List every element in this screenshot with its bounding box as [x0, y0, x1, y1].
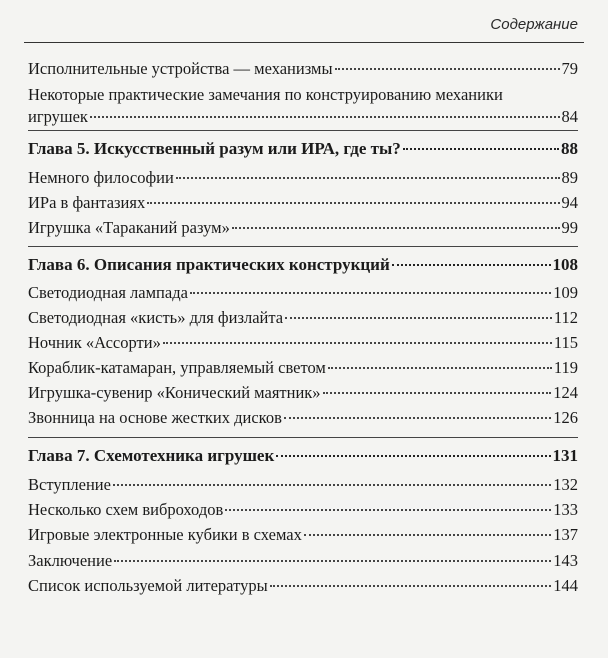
- toc-entry: [28, 282, 578, 304]
- dot-leader: [328, 367, 552, 369]
- dot-leader: [323, 392, 552, 394]
- toc-chapter: [28, 445, 578, 467]
- toc-chapter-page: 131: [552, 446, 578, 465]
- toc-entry-page: 132: [553, 475, 578, 494]
- dot-leader: [304, 534, 551, 536]
- toc-entry: [28, 167, 578, 189]
- dot-leader: [403, 148, 559, 150]
- toc-chapter-page: 108: [552, 255, 578, 274]
- toc-entry: [28, 499, 578, 521]
- dot-leader: [285, 317, 552, 319]
- toc-entry-page: 84: [561, 107, 578, 126]
- toc-entry-page: 119: [553, 358, 578, 377]
- toc-entry-page: 143: [553, 551, 578, 570]
- toc-entry: [28, 382, 578, 404]
- toc-entry-title: Светодиодная «кисть» для физлайта: [28, 308, 284, 327]
- dot-leader: [270, 585, 552, 587]
- dot-leader: [284, 417, 551, 419]
- dot-leader: [335, 68, 560, 70]
- toc-chapter: [28, 254, 578, 276]
- dot-leader: [163, 342, 552, 344]
- toc-chapter: [28, 138, 578, 160]
- toc-entry: [28, 58, 578, 80]
- toc-entry-title: Список используемой литературы: [28, 576, 268, 595]
- dot-leader: [176, 177, 560, 179]
- section-rule: [28, 437, 578, 438]
- toc-entry: [28, 575, 578, 597]
- toc-entry-page: 144: [553, 576, 578, 595]
- toc-entry-title: Исполнительные устройства — механизмы: [28, 59, 333, 78]
- toc-entry-title: Светодиодная лампада: [28, 283, 188, 302]
- toc-entry: [28, 357, 578, 379]
- toc-entry-page: 94: [561, 193, 578, 212]
- toc-chapter-title: Глава 7. Схемотехника игрушек: [28, 446, 275, 465]
- toc-entry-page: 115: [553, 333, 578, 352]
- toc-entry-title-line1: Некоторые практические замечания по конструированию механики: [28, 85, 503, 104]
- toc-chapter-page: 88: [561, 139, 578, 158]
- toc-entry-title: Несколько схем виброходов: [28, 500, 224, 519]
- toc-entry-title: Немного философии: [28, 168, 174, 187]
- dot-leader: [232, 227, 560, 229]
- section-rule: [28, 130, 578, 131]
- dot-leader: [147, 202, 559, 204]
- toc-chapter-title: Глава 5. Искусственный разум или ИРА, где ты?: [28, 139, 401, 158]
- toc-entry-page: 89: [561, 168, 578, 187]
- dot-leader: [225, 509, 551, 511]
- toc-entry-title: Игровые электронные кубики в схемах: [28, 525, 302, 544]
- toc-entry: [28, 307, 578, 329]
- dot-leader: [113, 484, 551, 486]
- toc-entry: [28, 524, 578, 546]
- toc-entry: [28, 332, 578, 354]
- running-header: Содержание: [490, 16, 578, 33]
- dot-leader: [276, 455, 550, 457]
- toc-entry: [28, 407, 578, 429]
- toc-entry-page: 126: [553, 408, 578, 427]
- toc-entry-page: 99: [561, 218, 578, 237]
- toc-entry-title: Заключение: [28, 551, 113, 570]
- toc-entry: [28, 550, 578, 572]
- dot-leader: [114, 560, 551, 562]
- toc-entry-title: игрушек: [28, 107, 88, 126]
- dot-leader: [190, 292, 551, 294]
- dot-leader: [90, 116, 560, 118]
- toc-entry-title: ИРа в фантазиях: [28, 193, 146, 212]
- toc-entry-title: Вступление: [28, 475, 111, 494]
- toc-entry-page: 133: [553, 500, 578, 519]
- toc-entry-page: 112: [553, 308, 578, 327]
- toc-entry-page: 79: [561, 59, 578, 78]
- header-rule: [24, 42, 584, 43]
- toc-entry-page: 124: [553, 383, 578, 402]
- toc-entry-page: 137: [553, 525, 578, 544]
- toc-entry: [28, 217, 578, 239]
- dot-leader: [392, 264, 551, 266]
- toc-entry-title: Игрушка-сувенир «Конический маятник»: [28, 383, 321, 402]
- toc-entry-title: Звонница на основе жестких дисков: [28, 408, 282, 427]
- toc-entry: [28, 474, 578, 496]
- toc-entry-title: Ночник «Ассорти»: [28, 333, 161, 352]
- toc-chapter-title: Глава 6. Описания практических конструкций: [28, 255, 390, 274]
- section-rule: [28, 246, 578, 247]
- toc-entry-title: Кораблик-катамаран, управляемый светом: [28, 358, 326, 377]
- toc-entry-page: 109: [553, 283, 578, 302]
- toc-entry: [28, 192, 578, 214]
- toc-entry: [28, 84, 578, 128]
- toc-entry-title: Игрушка «Тараканий разум»: [28, 218, 230, 237]
